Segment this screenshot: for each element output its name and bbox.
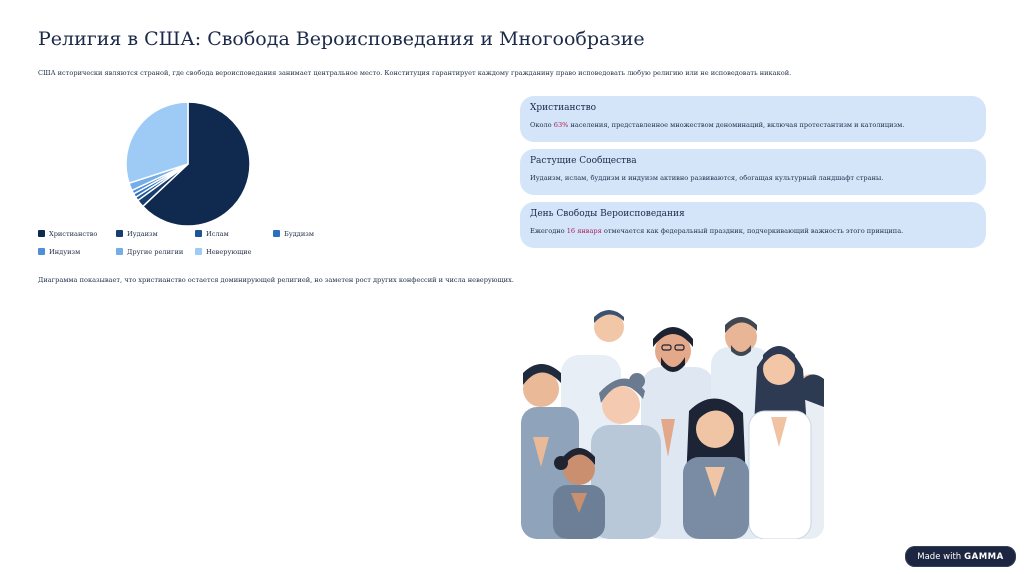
legend-label: Христианство xyxy=(49,229,98,238)
chart-legend xyxy=(38,229,351,256)
legend-swatch xyxy=(195,230,202,237)
legend-swatch xyxy=(116,248,123,255)
legend-label: Ислам xyxy=(206,229,229,238)
legend-swatch xyxy=(38,230,45,237)
legend-swatch xyxy=(38,248,45,255)
legend-item xyxy=(195,229,273,238)
legend-label: Индуизм xyxy=(49,247,81,256)
card-title: Растущие Сообщества xyxy=(530,156,637,166)
intro-text: США исторически являются страной, где свобода вероисповедания занимает центральное место. Конституция гарантирует каждому гражданину право исповедовать любую религию или не исповедовать никакой. xyxy=(38,69,792,77)
legend-item xyxy=(116,229,195,238)
legend-label: Буддизм xyxy=(284,229,314,238)
legend-label: Неверующие xyxy=(206,247,252,256)
legend-label: Иудаизм xyxy=(127,229,158,238)
card-growing-communities xyxy=(520,149,986,195)
made-with-gamma-badge[interactable]: Made with GAMMA xyxy=(905,546,1016,567)
card-text: Около 63% населения, представленное множеством деноминаций, включая протестантизм и католицизм. xyxy=(530,121,905,129)
legend-item xyxy=(38,247,116,256)
card-freedom-day xyxy=(520,202,986,248)
religion-pie-chart xyxy=(120,96,256,232)
pie-svg xyxy=(120,96,256,232)
page-title: Религия в США: Свобода Вероисповедания и Многообразие xyxy=(38,28,645,50)
chart-caption: Диаграмма показывает, что христианство остается доминирующей религией, но заметен рост других конфессий и числа неверующих. xyxy=(38,276,514,284)
highlight-date: 16 января xyxy=(566,227,602,235)
highlight-percent: 63% xyxy=(553,121,569,129)
card-christianity xyxy=(520,96,986,142)
legend-swatch xyxy=(195,248,202,255)
person-front-woman xyxy=(683,398,749,539)
legend-label: Другие религии xyxy=(127,247,184,256)
card-text: Ежегодно 16 января отмечается как федеральный праздник, подчеркивающий важность этого принципа. xyxy=(530,227,904,235)
legend-item xyxy=(116,247,195,256)
legend-swatch xyxy=(273,230,280,237)
card-title: День Свободы Вероисповедания xyxy=(530,209,685,219)
people-praying-illustration xyxy=(521,307,824,539)
legend-item xyxy=(195,247,273,256)
person-woman-right xyxy=(749,346,811,539)
card-text: Иудаизм, ислам, буддизм и индуизм активно развиваются, обогащая культурный ландшафт страны. xyxy=(530,174,884,182)
legend-item xyxy=(38,229,116,238)
card-title: Христианство xyxy=(530,103,597,113)
legend-item xyxy=(273,229,351,238)
gamma-logo: GAMMA xyxy=(964,551,1004,562)
legend-swatch xyxy=(116,230,123,237)
